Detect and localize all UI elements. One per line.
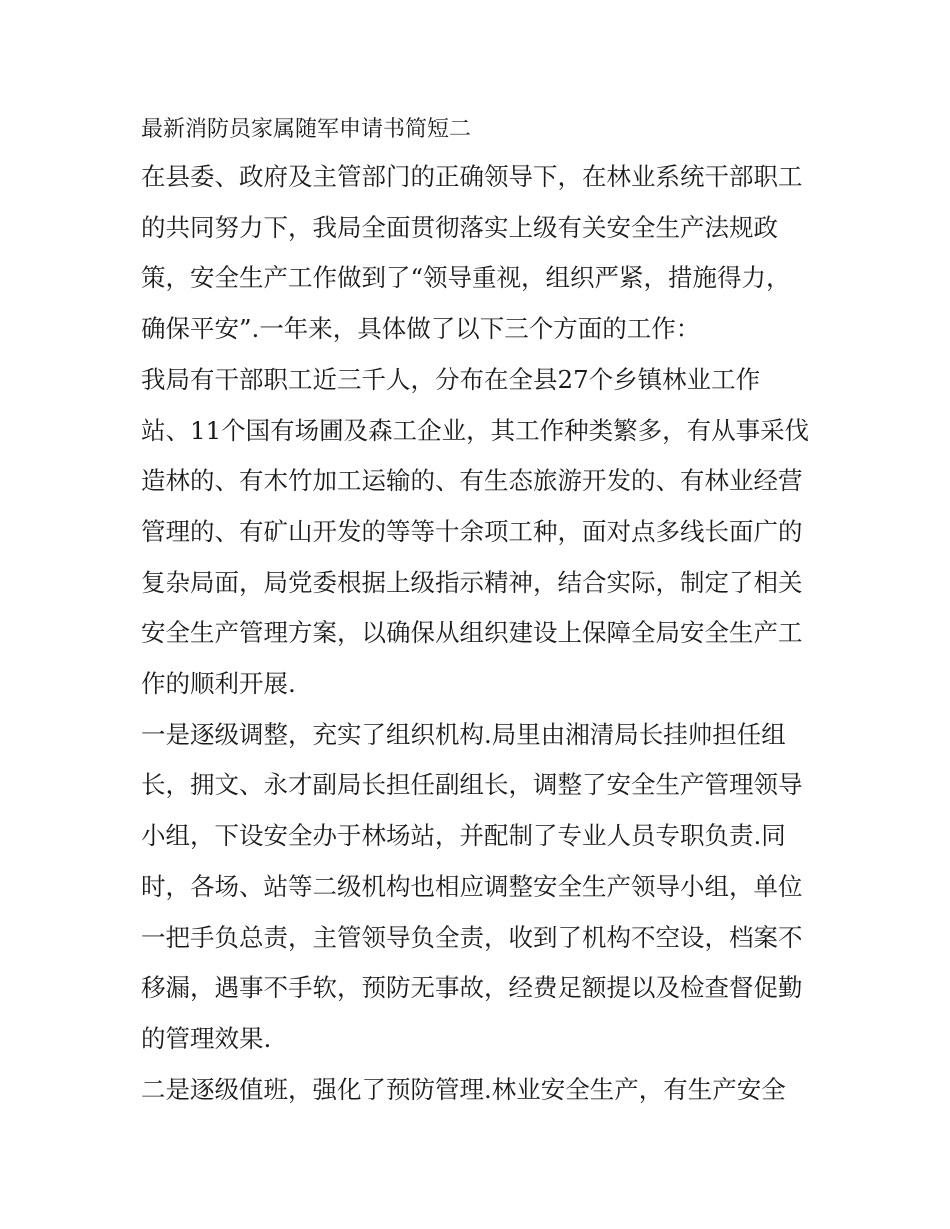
text-line: 策，安全生产工作做到了“领导重视，组织严紧，措施得力，	[141, 263, 791, 293]
text-line: 复杂局面，局党委根据上级指示精神，结合实际，制定了相关	[141, 567, 803, 597]
text-line: 作的顺利开展.	[141, 669, 296, 699]
text-line: 管理的、有矿山开发的等等十余项工种，面对点多线长面广的	[141, 516, 803, 546]
text-line: 造林的、有木竹加工运输的、有生态旅游开发的、有林业经营	[141, 466, 803, 496]
text-line: 的共同努力下，我局全面贯彻落实上级有关安全生产法规政	[141, 212, 778, 242]
text-line: 小组，下设安全办于林场站，并配制了专业人员专职负责.同	[141, 821, 786, 851]
text-line: 确保平安”.一年来，具体做了以下三个方面的工作：	[141, 314, 701, 344]
text-line: 移漏，遇事不手软，预防无事故，经费足额提以及检查督促勤	[141, 973, 803, 1003]
text-line: 一把手负总责，主管领导负全责，收到了机构不空设，档案不	[141, 922, 803, 952]
document-title: 最新消防员家属随军申请书简短二	[141, 117, 472, 142]
text-line: 我局有干部职工近三千人，分布在全县27个乡镇林业工作	[141, 364, 761, 394]
text-line: 站、11个国有场圃及森工企业，其工作种类繁多，有从事采伐	[141, 415, 810, 445]
text-line: 长，拥文、永才副局长担任副组长，调整了安全生产管理领导	[141, 770, 803, 800]
text-line: 二是逐级值班，强化了预防管理.林业安全生产，有生产安全	[141, 1074, 786, 1104]
text-line: 一是逐级调整，充实了组织机构.局里由湘清局长挂帅担任组	[141, 719, 786, 749]
text-line: 安全生产管理方案，以确保从组织建设上保障全局安全生产工	[141, 618, 803, 648]
document-body	[141, 110, 831, 1115]
text-line: 时，各场、站等二级机构也相应调整安全生产领导小组，单位	[141, 871, 803, 901]
text-line: 的管理效果.	[141, 1023, 272, 1053]
text-line: 在县委、政府及主管部门的正确领导下，在林业系统干部职工	[141, 162, 803, 191]
